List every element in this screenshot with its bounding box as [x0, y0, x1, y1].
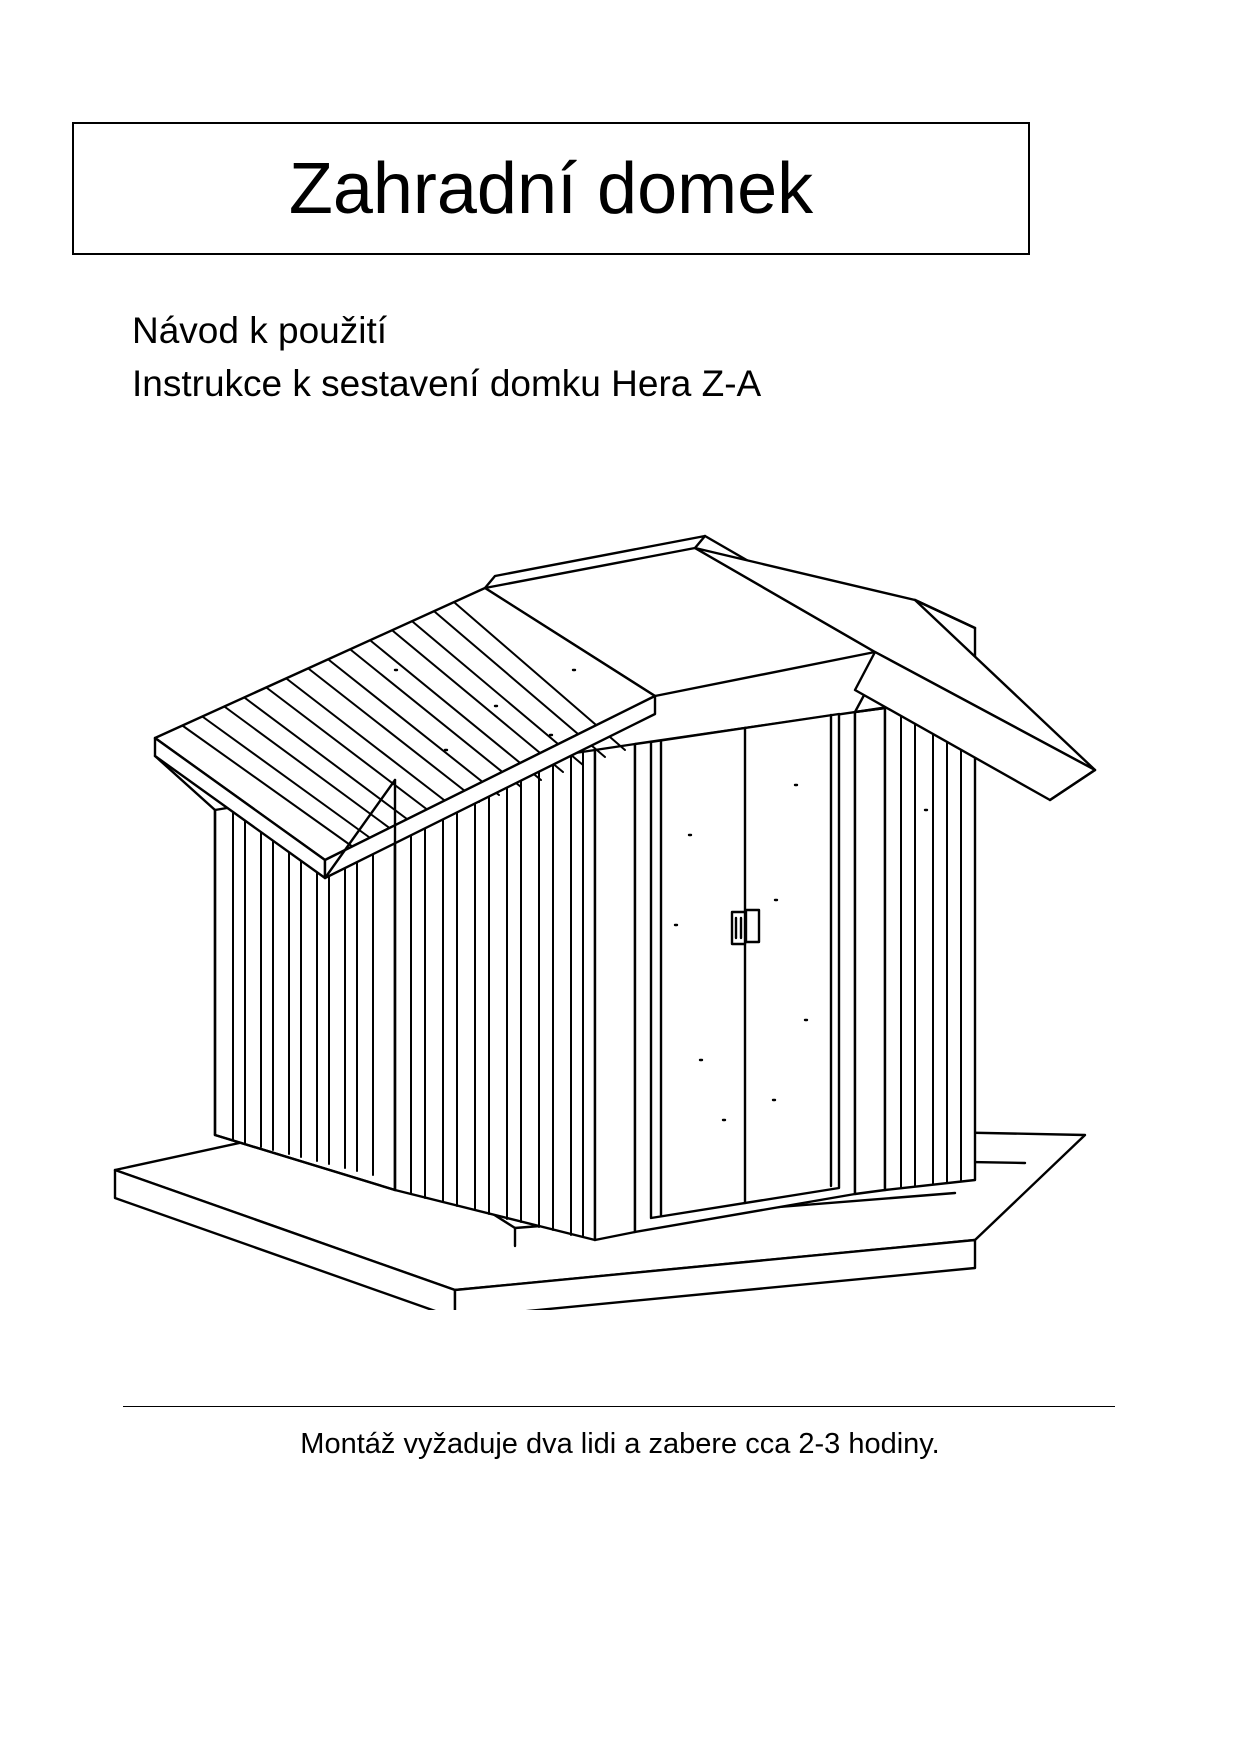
garden-shed-isometric-drawing	[95, 480, 1105, 1310]
garden-shed-illustration	[95, 480, 1105, 1310]
subtitle-block	[132, 305, 1032, 410]
page-title: Zahradní domek	[288, 148, 814, 229]
title-box	[72, 122, 1030, 255]
subtitle-line-1: Návod k použití	[132, 310, 388, 351]
footer-note: Montáž vyžaduje dva lidi a zabere cca 2-3 hodiny.	[300, 1428, 940, 1460]
subtitle-line-2: Instrukce k sestavení domku Hera Z-A	[132, 362, 762, 404]
footer-divider	[123, 1406, 1115, 1407]
